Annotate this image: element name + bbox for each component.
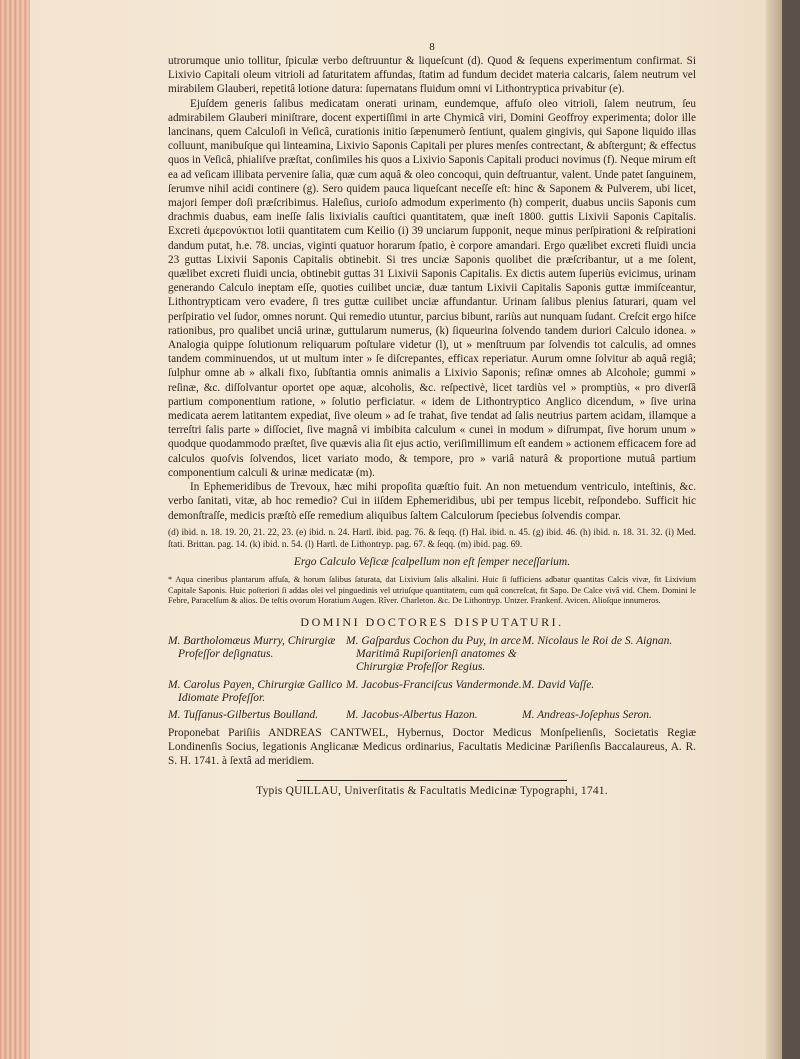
divider-rule bbox=[297, 780, 567, 781]
doctor-entry: M. Nicolaus le Roi de S. Aignan. bbox=[522, 635, 673, 648]
page-edge-right bbox=[766, 0, 782, 1059]
doctor-entry: M. Carolus Payen, Chirurgiæ Gallico Idiomate Profeſſor. bbox=[168, 678, 343, 704]
page-number: 8 bbox=[429, 41, 435, 53]
paragraph-1: utrorumque unio tollitur, ſpiculæ verbo deſtruuntur & liqueſcunt (d). Quod & ſequens experimentum confirmat. Si Lixivio Capitali oleum vitrioli ad ſaturitatem affundas, ſtatim ad fundum decidet materia calcaris, ſalem neutrum vel mirabilem Glauberi, repetitâ lotione datura: ſupernatans fluidum omni vi Lithontryptica privabitur (e). bbox=[168, 55, 696, 96]
doctor-entry: M. Bartholomæus Murry, Chirurgiæ Profeſſor deſignatus. bbox=[168, 635, 336, 661]
doctor-entry: M. Andreas-Joſephus Seron. bbox=[522, 709, 652, 722]
footnotes: (d) ibid. n. 18. 19. 20, 21. 22, 23. (e) ibid. n. 24. Hartl. ibid. pag. 76. & ſeqq. (f) Hal. ibid. n. 45. (g) ibid. 46. (h) ibid. n. 18. 31. 32. (i) Med. ſtati. Brittan. pag. 14. (k) ibid. n. 54. (l) Hartl. de Lithontryp. pag. 67. & ſeqq. (m) ibid. pag. 69. bbox=[168, 527, 696, 550]
doctors-list bbox=[168, 635, 696, 722]
doctor-entry: M. Tuſſanus-Gilbertus Boulland. bbox=[168, 709, 319, 722]
asterisk-note: * Aqua cineribus plantarum affuſa, & horum ſalibus ſaturata, dat Lixivium ſalis alkalini. Huic ſi ſufficiens adbatur quantitas Calcis vivæ, fit Lixivium Capitale Saponis. Huic poſteriori ſi addas olei vel pinguedinis vel utriuſque quantitatem, cum quâ concreſcat, fit Sapo. De Calce vivâ vid. Chem. Domini le Febre, Paracelſum & alios. De teſtis ovorum Horatium Augen. Rîver. Charleton. &c. De Lithontryp. Untzer. Frankenf. Avicen. Alioſque innumeros. bbox=[168, 575, 696, 606]
thesis-conclusion: Ergo Calculo Veſicæ ſcalpellum non eſt ſemper neceſſarium. bbox=[293, 555, 571, 568]
proponent-statement: Proponebat Pariſiis ANDREAS CANTWEL, Hybernus, Doctor Medicus Monſpelienſis, Societatis Regiæ Londinenſis Socius, legationis Anglicanæ Medicus ordinarius, Facultatis Medicinæ Pariſienſis Baccalaureus, A. R. S. H. 1741. à ſextâ ad meridiem. bbox=[168, 727, 696, 768]
paragraph-2: Ejuſdem generis ſalibus medicatam onerati urinam, eundemque, affuſo oleo vitrioli, ſalem neutrum, ſeu admirabilem Glauberi miniſtrare, docent expertiſſimi in arte Chymicâ viri, Domini Geoffroy experimenta; dolor ille lancinans, quem Calculoſi in Veſicâ, curationis initio ſæpenumerò ſentiunt, qualem gingivis, qui Sapone liquido illas colluunt, manibuſque qui linteamina, Lixivio Saponis Capitali per plures menſes contrectant, & abſtergunt; & effectus quos in Veſicâ, phialiſve præſtat, conſimiles his quos a Lixivio Saponis Capitali produci novimus (f). Neque mirum eſt ea ad veſicam illibata pervenire ſalia, quæ cum aquâ & oleo concoqui, quin deſtruantur, valent. Unde patet ſanguinem, ſerumve nihil acidi continere (g). Sero quidem pauca liqueſcant neceſſe eſt: hinc & Saponem & Pulverem, ubi licet, majori ſemper doſi præſcribimus. Haleſius, curioſo admodum experimento (h) comperit, duabus unciis Saponis cum drachmis duabus, eam ineſſe ſalis lixivialis cauſtici quantitatem, quæ ineſt 1800. guttis Lixivii Saponis Capitalis. Excreti ἀμερονύκτιοι lotii quantitatem cum Keilio (i) 39 unciarum ſupponit, neque minus perſpirationi & reſpirationi dandum putat, h.e. 78. uncias, viginti quatuor horarum ſpatio, è corpore amandari. Ergo quælibet excreti fluidi uncia 23 guttas Lixivii Saponis Capitalis obtinebit. Si tres unciæ Saponis quolibet die præſcribantur, ut a me ſolent, quælibet excreti fluidi uncia, obtinebit guttas 31 Lixivii Saponis Capitalis. Ex dictis autem ſuperiùs evicimus, urinam generando Calculo ineptam eſſe, quoties cuilibet unciæ, duæ tantum Lixivii Capitalis Saponis guttæ immiſceantur, Lithontrypticam vero evadere, ſi tres guttæ cuilibet unciæ affundantur. Urinam ſalibus plenius ſaturari, quam vel perſpiratio vel ſudor, omnes norunt. Qui remedio utuntur, parcius bibunt, rariùs aut nunquam ſudant. Creſcit ergo hiſce rationibus, pro qualibet unciâ urinæ, guttularum numerus, (k) ſiqueurina ſolvendo tandem duriori Calculo idonea. » Analogia quippe ſolutionum reliquarum poſtulare videtur (l), ut » menſtruum par ſolvendis tot calculis, ad omnes tandem comminuendos, ut ut multum inter » ſe diſcrepantes, efficax reperiatur. Aurum omne ſolvitur ab aquâ regiâ; ſulphur omne ab » alkali fixo, ſubſtantia omnis animalis a Lixivio Saponis; reſinæ omnes ab Alcohole; gummi » reſinæ, &c. diſſolvantur oportet ope aquæ, alcoholis, &c. reſpectivè, licet tardiùs vel » promptiùs, « pro diverſâ partium componentium ratione, » ſolutio perficiatur. « idem de Lithontryptico Anglico dicendum, » ſive urina medicata aerem latitantem expediat, ſive oleum » ad ſe trahat, ſive tendat ad ſalis neutrius partem acidam, illamque a terreſtri ſalis parte » diſſociet, ſive magnâ vi imbibita calculum « cunei in modum » diſrumpat, ſive horum unum » quodque quodammodo præſtet, ſive quævis alia ſit ejus actio, veriſimillimum eſt eandem » actionem efficacem fore ad calculos quoſvis ſolvendos, licet variato modo, & tempore, pro » variâ naturâ & proportione mutuâ partium componentium calculi & urinæ medicatæ (m). bbox=[168, 97, 696, 479]
doctor-entry: M. Jacobus-Albertus Hazon. bbox=[346, 709, 478, 722]
doctor-entry: M. David Vaſſe. bbox=[522, 678, 595, 691]
page-text-block bbox=[168, 40, 696, 798]
doctor-entry: M. Gaſpardus Cochon du Puy, in arce Maritimâ Rupiſorienſi anatomes & Chirurgiæ Profeſſor Regius. bbox=[346, 635, 521, 674]
page-edge-left bbox=[0, 0, 30, 1059]
printer-imprint: Typis QUILLAU, Univerſitatis & Facultatis Medicinæ Typographi, 1741. bbox=[256, 784, 608, 797]
paragraph-3: In Ephemeridibus de Trevoux, hæc mihi propoſita quæſtio fuit. An non metuendum ventriculo, inteſtinis, &c. verbo ſanitati, vitæ, ab hoc remedio? Cui in iiſdem Ephemeridibus, ubi per tempus licebit, reſpondebo. Sufficit hic demonſtraſſe, medicis præſtò eſſe remedium aliquibus ſaltem Calculorum ſpeciebus ſolvendis compar. bbox=[168, 481, 696, 522]
doctor-entry: M. Jacobus-Franciſcus Vandermonde. bbox=[346, 678, 522, 691]
doctors-heading: DOMINI DOCTORES DISPUTATURI. bbox=[300, 614, 564, 629]
